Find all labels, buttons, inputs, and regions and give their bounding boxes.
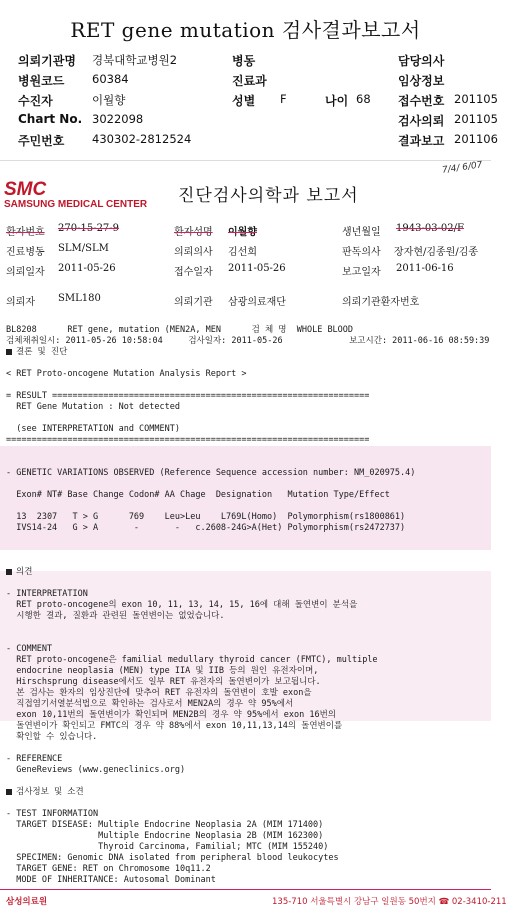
- label-ward: 진료병동: [6, 247, 45, 258]
- footer-org: 삼성의료원: [6, 897, 48, 907]
- label-age: 나이: [325, 94, 349, 108]
- section-test-info: 검사정보 및 소견: [6, 787, 488, 798]
- value-ward: SLM/SLM: [58, 243, 109, 254]
- label-dob: 생년월일: [342, 227, 381, 238]
- value-receipt-no: 201105: [454, 92, 498, 106]
- comment-text: Hirschsprung disease에서도 일부 RET 유전자의 돌연변이가 보고됩니다.: [6, 677, 321, 687]
- label-clinical-info: 임상정보: [398, 74, 445, 88]
- label-requester: 의뢰자: [6, 297, 35, 308]
- comment-text: exon 10,11번의 돌연변이가 확인되며 MEN2B의 경우 약 95%에서 exon 16번의: [6, 710, 337, 720]
- value-doctor: 김선희: [228, 247, 257, 258]
- label-department: 진료과: [232, 74, 267, 88]
- comment-text: 확인할 수 있습니다.: [6, 732, 98, 742]
- report-title: 진단검사의학과 보고서: [178, 186, 359, 206]
- label-reg-no: 환자번호: [6, 227, 45, 238]
- label-request-date: 의뢰일자: [6, 267, 45, 278]
- header-row: [0, 72, 491, 90]
- bullet-square-icon: [6, 569, 12, 575]
- variation-row: 13 2307 T > G 769 Leu>Leu L769L(Homo) Polymorphism(rs1800861): [6, 512, 406, 522]
- label-institution-patient-no: 의뢰기관환자번호: [342, 297, 420, 308]
- comment-text: RET proto-oncogene은 familial medullary thyroid cancer (FMTC), multiple: [6, 655, 378, 665]
- label-resident-no: 주민번호: [18, 134, 65, 148]
- report-body: [6, 314, 488, 908]
- reference-heading: - REFERENCE: [6, 754, 63, 764]
- comment-text: 돌연변이가 확인되고 FMTC의 경우 약 88%에서 exon 10,11,13,14의 돌연변이를: [6, 721, 343, 731]
- see-note: (see INTERPRETATION and COMMENT): [6, 424, 180, 434]
- value-institution: 경북대학교병원2: [92, 53, 178, 67]
- value-name: 이월향: [228, 227, 257, 238]
- label-report-date: 보고일자: [342, 267, 381, 278]
- label-reader: 판독의사: [342, 247, 381, 258]
- label-result-report: 결과보고: [398, 134, 445, 148]
- reference-text: GeneReviews (www.geneclinics.org): [6, 765, 186, 775]
- smc-logo: [4, 179, 147, 210]
- collection-line: 검체채취일시: 2011-05-26 10:58:04 검사일자: 2011-05-26 보고시간: 2011-06-16 08:59:39: [6, 336, 490, 346]
- specimen: SPECIMEN: Genomic DNA isolated from peripheral blood leukocytes: [6, 853, 339, 863]
- logo-subtext: SAMSUNG MEDICAL CENTER: [4, 199, 148, 210]
- test-info-heading: - TEST INFORMATION: [6, 809, 99, 819]
- inheritance: MODE OF INHERITANCE: Autosomal Dominant: [6, 875, 216, 885]
- value-report-date: 2011-06-16: [396, 263, 454, 274]
- value-resident-no: 430302-2812524: [92, 132, 192, 146]
- interpretation-text: 시행한 결과, 질환과 관련된 돌연변이는 없었습니다.: [6, 611, 225, 621]
- document-title: RET gene mutation 검사결과보고서: [70, 18, 421, 42]
- header-row: [0, 132, 498, 150]
- footer-address: 135-710 서울특별시 강남구 일원동 50번지 ☎ 02-3410-211: [272, 897, 507, 907]
- header-row: [0, 92, 498, 110]
- value-dob: 1943-03-02/F: [396, 223, 464, 234]
- info-row: [6, 263, 488, 279]
- target-disease: TARGET DISEASE: Multiple Endocrine Neoplasia 2A (MIM 171400): [6, 820, 324, 830]
- divider-rule: =======================================================================: [6, 435, 370, 445]
- label-institution: 의뢰기관명: [18, 54, 76, 68]
- interpretation-heading: - INTERPRETATION: [6, 589, 88, 599]
- label-receipt-no: 접수번호: [398, 94, 445, 108]
- value-result-report: 201106: [454, 132, 498, 146]
- comment-text: 직접염기서열분석법으로 확인하는 검사로서 MEN2A의 경우 약 95%에서: [6, 699, 294, 709]
- value-requester: SML180: [58, 293, 101, 304]
- test-line: BL8208 RET gene, mutation (MEN2A, MEN 검 체 명 WHOLE BLOOD: [6, 325, 354, 335]
- value-receive-date: 2011-05-26: [228, 263, 286, 274]
- result-line: RET Gene Mutation : Not detected: [6, 402, 180, 412]
- variations-heading: - GENETIC VARIATIONS OBSERVED (Reference Sequence accession number: NM_020975.4): [6, 468, 416, 478]
- result-rule: = RESULT ==============================================================: [6, 391, 370, 401]
- label-sex: 성별: [232, 94, 256, 108]
- comment-heading: - COMMENT: [6, 644, 53, 654]
- label-patient: 수진자: [18, 94, 53, 108]
- section-opinion: 의견: [6, 567, 488, 578]
- target-disease: Multiple Endocrine Neoplasia 2B (MIM 162300): [6, 831, 324, 841]
- variation-row: IVS14-24 G > A - - c.2608-24G>A(Het) Polymorphism(rs2472737): [6, 523, 406, 533]
- label-receive-date: 접수일자: [174, 267, 213, 278]
- info-row: [6, 293, 488, 309]
- target-disease: Thyroid Carcinoma, Familial; MTC (MIM 155240): [6, 842, 329, 852]
- value-sex: F: [280, 92, 287, 106]
- bullet-square-icon: [6, 789, 12, 795]
- info-row: [6, 223, 488, 239]
- label-doctor: 의뢰의사: [174, 247, 213, 258]
- value-reg-no: 270-15-27-9: [58, 223, 120, 234]
- target-gene: TARGET GENE: RET on Chromosome 10q11.2: [6, 864, 211, 874]
- label-institution: 의뢰기관: [174, 297, 213, 308]
- value-chart-no: 3022098: [92, 112, 144, 126]
- interpretation-text: RET proto-oncogene의 exon 10, 11, 13, 14, 15, 16에 대해 돌연변이 분석을: [6, 600, 358, 610]
- bullet-square-icon: [6, 349, 12, 355]
- label-chart-no: Chart No.: [18, 112, 83, 126]
- value-test-request: 201105: [454, 112, 498, 126]
- request-header: [0, 52, 498, 152]
- scanned-report: [0, 160, 507, 916]
- value-hospital-code: 60384: [92, 72, 129, 86]
- report-footer: [0, 889, 507, 912]
- label-ward: 병동: [232, 54, 256, 68]
- value-reader: 장자현/김종원/김종: [394, 247, 479, 258]
- header-row: [0, 52, 491, 70]
- section-conclusion: 결론 및 진단: [6, 347, 488, 358]
- value-age: 68: [356, 92, 371, 106]
- report-heading: < RET Proto-oncogene Mutation Analysis Report >: [6, 369, 247, 379]
- comment-text: endocrine neoplasia (MEN) type IIA 및 IIB 등의 원인 유전자이며,: [6, 666, 319, 676]
- value-patient: 이월향: [92, 93, 126, 107]
- variations-header: Exon# NT# Base Change Codon# AA Chage Designation Mutation Type/Effect: [6, 490, 390, 500]
- label-name: 환자성명: [174, 227, 213, 238]
- value-institution: 삼광의료재단: [228, 297, 286, 308]
- label-test-request: 검사의뢰: [398, 114, 445, 128]
- logo-text: SMC: [4, 179, 47, 200]
- comment-text: 본 검사는 환자의 임상진단에 맞추어 RET 유전자의 돌연변이 호발 exon을: [6, 688, 312, 698]
- value-request-date: 2011-05-26: [58, 263, 116, 274]
- info-row: [6, 243, 488, 259]
- header-row: [0, 112, 498, 130]
- label-doctor: 담당의사: [398, 54, 445, 68]
- handwritten-note: 7/4/ 6/07: [441, 160, 484, 176]
- label-hospital-code: 병원코드: [18, 74, 65, 88]
